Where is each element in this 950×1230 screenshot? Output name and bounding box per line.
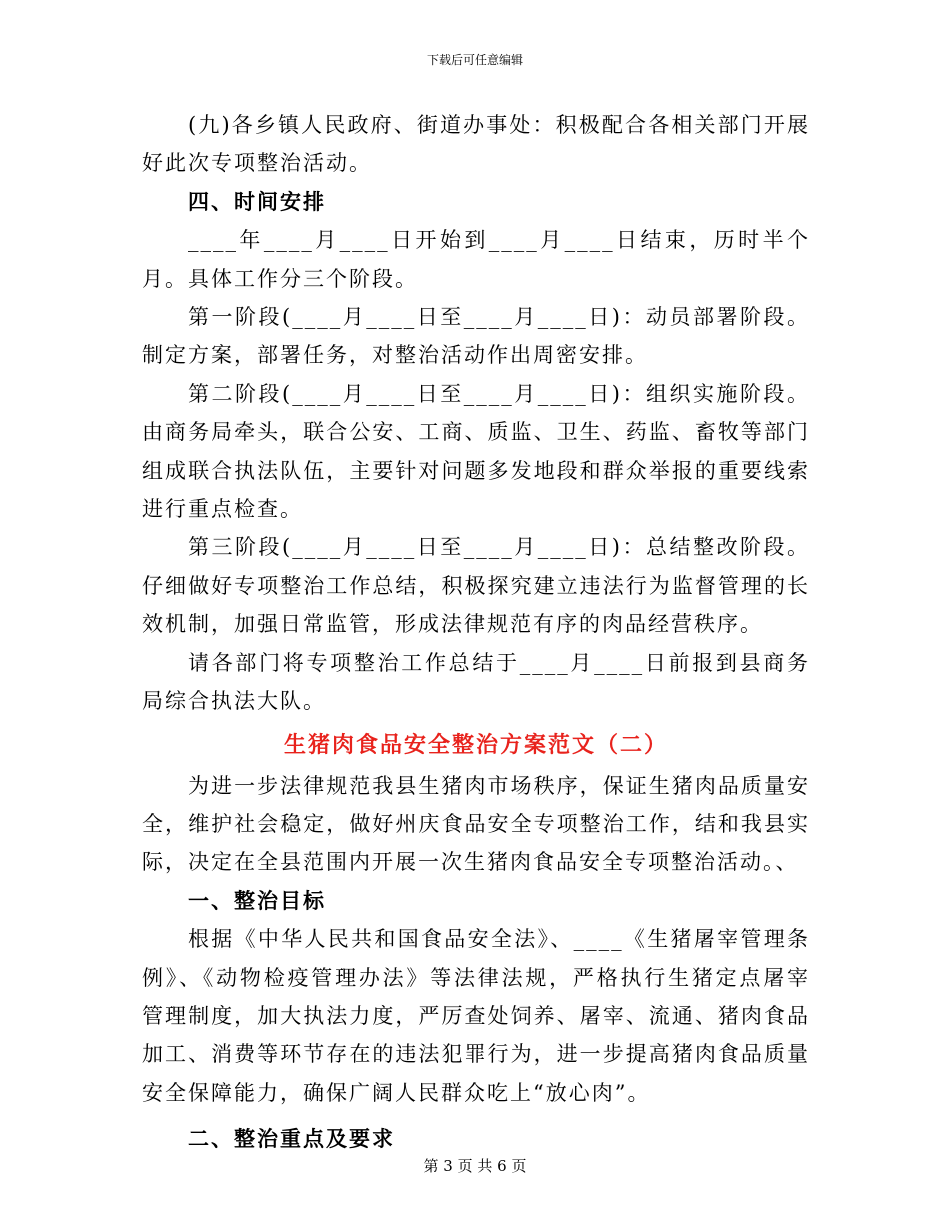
heading-goal: 一、整治目标	[188, 887, 326, 913]
spacer	[142, 1112, 810, 1120]
paragraph-phase-one: 第一阶段(____月____日至____月____日)：动员部署阶段。制定方案，部署任务，对整治活动作出周密安排。	[142, 305, 810, 368]
paragraph-time-range: ____年____月____日开始到____月____日结束，历时半个月。具体工作分三个阶段。	[142, 228, 810, 291]
paragraph-goal: 根据《中华人民共和国食品安全法》、____《生猪屠宰管理条例》、《动物检疫管理办法》等法律法规，严格执行生猪定点屠宰管理制度，加大执法力度，严厉查处饲养、屠宰、流通、猪肉食品加工、消费等环节存在的违法犯罪行为，进一步提高猪肉食品质量安全保障能力，确保广阔人民群众吃上“放心肉”。	[142, 927, 810, 1105]
paragraph-intro: 为进一步法律规范我县生猪肉市场秩序，保证生猪肉品质量安全，维护社会稳定，做好州庆食品安全专项整治工作，结和我县实际，决定在全县范围内开展一次生猪肉食品安全专项整治活动。、	[142, 773, 810, 875]
paragraph-phase-two: 第二阶段(____月____日至____月____日)：组织实施阶段。由商务局牵头，联合公安、工商、质监、卫生、药监、畜牧等部门组成联合执法队伍，主要针对问题多发地段和群众举报的重要线索进行重点检查。	[142, 381, 810, 522]
paragraph-summary-deadline: 请各部门将专项整治工作总结于____月____日前报到县商务局综合执法大队。	[142, 650, 810, 714]
section-title: 生猪肉食品安全整治方案范文（二）	[283, 731, 668, 758]
page-footer-number: 第 3 页 共 6 页	[423, 1157, 527, 1175]
document-body	[142, 106, 810, 1159]
page-header-note: 下载后可任意编辑	[426, 53, 523, 67]
paragraph-township-duties: (九)各乡镇人民政府、街道办事处：积极配合各相关部门开展好此次专项整治活动。	[142, 113, 810, 176]
heading-time-schedule: 四、时间安排	[188, 188, 326, 214]
paragraph-phase-three: 第三阶段(____月____日至____月____日)：总结整改阶段。仔细做好专项整治工作总结，积极探究建立违法行为监督管理的长效机制，加强日常监管，形成法律规范有序的肉品经营秩序。	[142, 535, 810, 637]
heading-focus-requirements: 二、整治重点及要求	[188, 1126, 395, 1152]
